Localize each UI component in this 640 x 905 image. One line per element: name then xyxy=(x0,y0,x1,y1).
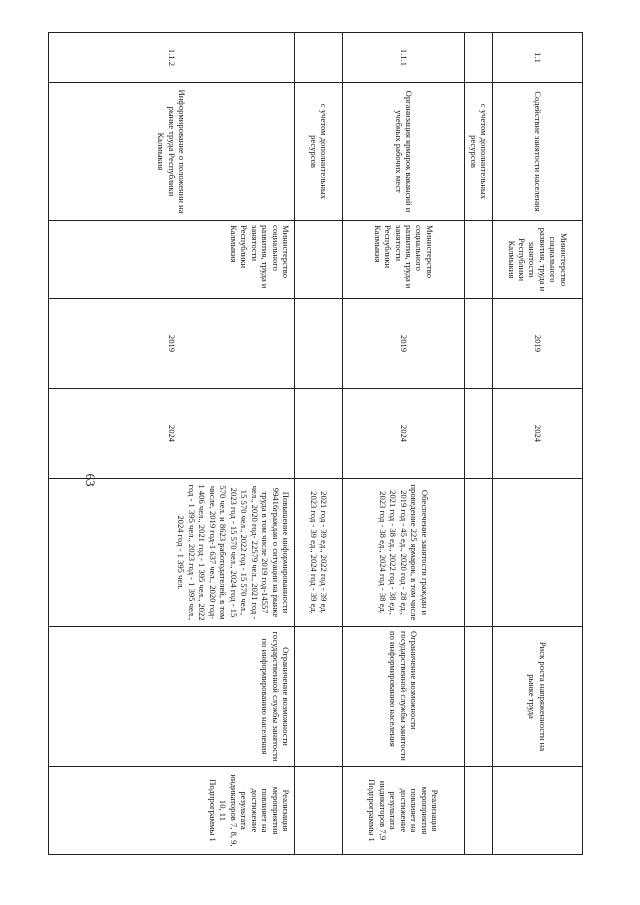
end-year: 2024 xyxy=(493,389,583,479)
measures-table xyxy=(48,32,583,855)
row-number: 1.1.1 xyxy=(343,33,465,83)
start-year: 2019 xyxy=(343,299,465,389)
start-year: 2019 xyxy=(49,299,295,389)
table-row-additional-resources xyxy=(465,33,493,855)
end-year: 2024 xyxy=(343,389,465,479)
empty-cell xyxy=(465,299,493,389)
empty-cell xyxy=(295,389,343,479)
row-number: 1.1 xyxy=(493,33,583,83)
empty-cell xyxy=(295,767,343,855)
row-number: 1.1.2 xyxy=(49,33,295,83)
expected-result xyxy=(493,479,583,627)
measure-name: Организация ярмарок вакансий и учебных рабочих мест xyxy=(343,83,465,221)
indicator-link: Реализация мероприятия повлияет на достижение результата индикаторов 7,9 Подпрограммы 1 xyxy=(343,767,465,855)
empty-cell xyxy=(465,33,493,83)
empty-cell xyxy=(295,33,343,83)
measure-name: Информирование о положении на рынке труда Республики Калмыкия xyxy=(49,83,295,221)
page-number: 63 xyxy=(83,473,98,487)
empty-cell xyxy=(465,479,493,627)
table-row-additional-resources xyxy=(295,33,343,855)
executor: Министерство социального развития, труда и занятости Республики Калмыкия xyxy=(343,221,465,299)
measure-name: Содействие занятости населения xyxy=(493,83,583,221)
empty-cell xyxy=(465,767,493,855)
rotated-table-container xyxy=(61,32,583,854)
additional-resources-label: с учетом дополнительных ресурсов xyxy=(465,83,493,221)
indicator-link: Реализация мероприятия повлияет на достижение результата индикаторов 7, 8, 9, 10, 11 Подпрограммы 1 xyxy=(49,767,295,855)
empty-cell xyxy=(465,627,493,767)
empty-cell xyxy=(465,389,493,479)
executor: Министерство социального развития, труда и занятости Республики Калмыкия xyxy=(493,221,583,299)
empty-cell xyxy=(295,627,343,767)
empty-cell xyxy=(295,221,343,299)
expected-result: 2021 год - 39 ед., 2022 год - 39 ед. 2023 год - 39 ед., 2024 год - 39 ед. xyxy=(295,479,343,627)
indicator-link xyxy=(493,767,583,855)
end-year: 2024 xyxy=(49,389,295,479)
risk: Ограничение возможности государственной службы занятости по информированию населения xyxy=(49,627,295,767)
table-row-1-1-2 xyxy=(49,33,295,855)
table-row-1-1-1 xyxy=(343,33,465,855)
empty-cell xyxy=(295,299,343,389)
risk: Риск роста напряженности на рынке труда xyxy=(493,627,583,767)
risk: Ограничение возможности государственной службы занятости по информированию населения xyxy=(343,627,465,767)
empty-cell xyxy=(465,221,493,299)
expected-result: Повышение информированности 99416граждан о ситуации на рынке труда в том числе 2019 год-14557 чел., 2020 год- 22579 чел., 2021 год - 15 570 чел., 2022 год - 15 570 чел., 2023 год - 15 570 чел., 2024 год - 15 570 чел. и 8623 работодателей, в том числе, 2019 год-1 637 чел., 2020 год- 1 406 чел., 2021 год - 1 395 чел., 2022 год - 1 395 чел., 2023 год - 1 395 чел., 2024 год - 1 395 чел. xyxy=(49,479,295,627)
table-row-1-1 xyxy=(493,33,583,855)
executor: Министерство социального развития, труда и занятости Республики Калмыкия xyxy=(49,221,295,299)
start-year: 2019 xyxy=(493,299,583,389)
additional-resources-label: с учетом дополнительных ресурсов xyxy=(295,83,343,221)
expected-result: Обеспечение занятости граждан и проведение 225 ярмарок, в том числе 2019 год - 45 ед., 2020 год - 28 ед., 2021 год - 38 ед., 2022 год - 38 ед., 2023 год - 38 ед., 2024 год - 38 ед. xyxy=(343,479,465,627)
